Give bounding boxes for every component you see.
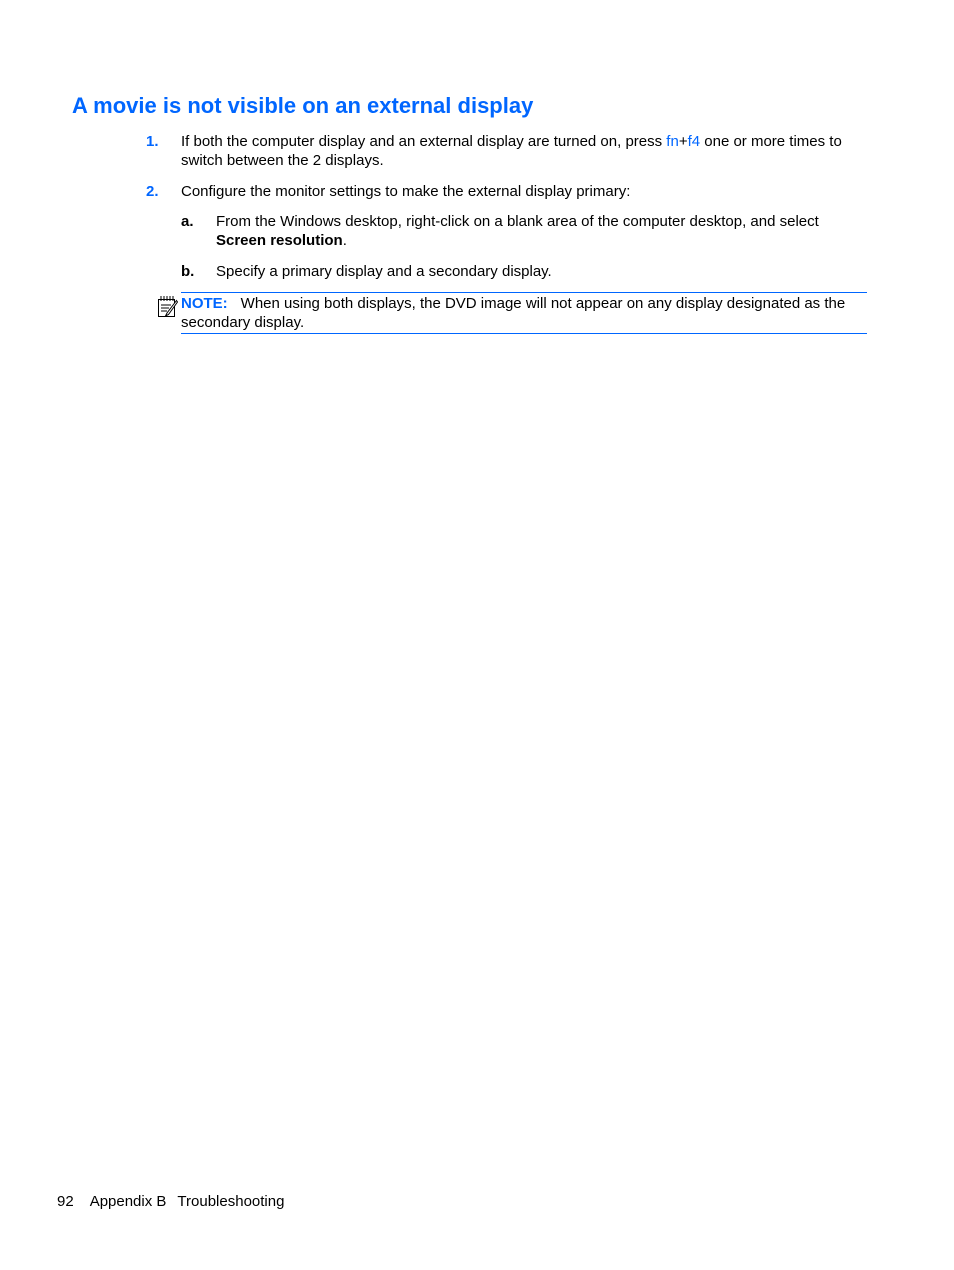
substep-b-letter: b. [181,263,195,280]
substep-b-text: Specify a primary display and a secondary display. [216,263,552,280]
step-1-number: 1. [146,133,159,150]
note-box [181,292,867,334]
step-2-text: Configure the monitor settings to make the external display primary: [181,183,631,200]
screen-resolution-term: Screen resolution [216,232,343,249]
page-footer [57,1192,284,1211]
page-number: 92 [57,1193,74,1210]
step-1-text [181,132,871,170]
footer-section: Appendix B [89,1193,167,1210]
footer-title: Troubleshooting [177,1193,285,1210]
substep-a-text-before: From the Windows desktop, right-click on a blank area of the computer desktop, and select [216,213,819,230]
note-text: When using both displays, the DVD image will not appear on any display designated as the secondary display. [181,295,846,331]
page-title: A movie is not visible on an external display [72,93,534,118]
key-f4-link[interactable]: f4 [687,133,701,150]
substep-a-letter: a. [181,213,194,230]
step-1-text-after: one or more times to switch between the 2 displays. [181,133,842,169]
note-label: NOTE: [181,295,228,312]
substep-a-text-after: . [342,232,347,249]
substep-a-text [216,212,871,250]
step-2-number: 2. [146,183,159,200]
key-plus: + [678,133,688,150]
note-pad-icon [156,294,178,318]
step-1-text-before: If both the computer display and an external display are turned on, press [181,133,667,150]
key-fn-link[interactable]: fn [666,133,679,150]
